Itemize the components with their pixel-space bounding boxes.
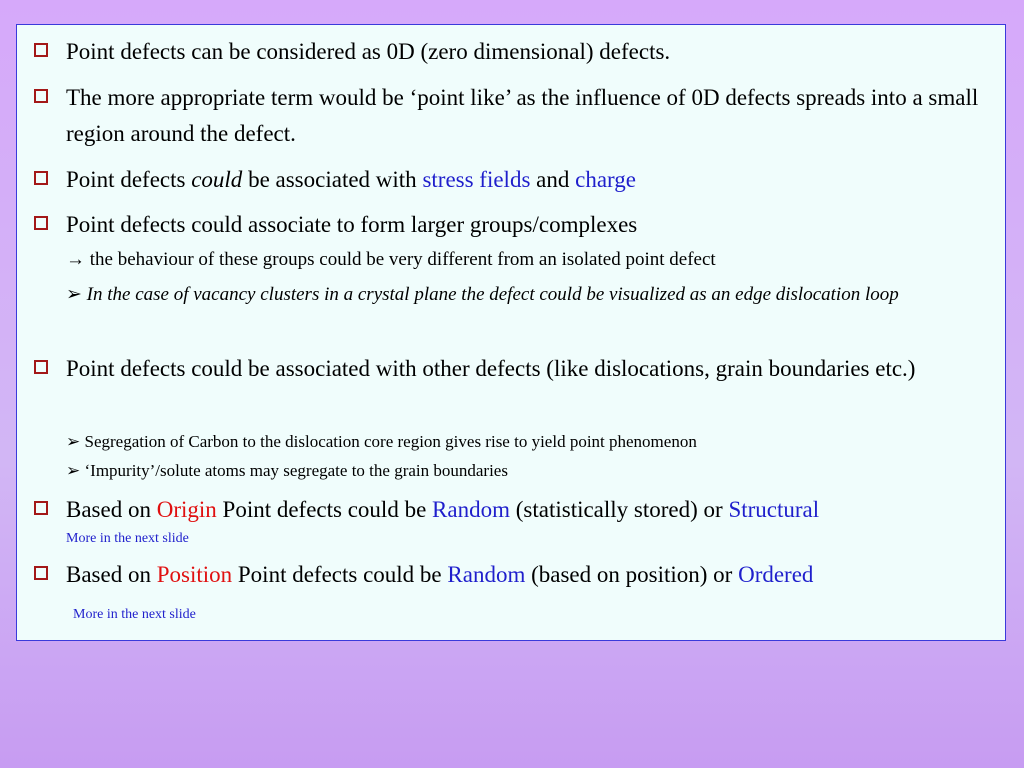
more-link-origin[interactable]: More in the next slide bbox=[66, 531, 189, 546]
sub-impurity: ➢ ‘Impurity’/solute atoms may segregate to the grain boundaries bbox=[66, 461, 508, 480]
checkbox-bullet-icon bbox=[34, 566, 48, 580]
checkbox-bullet-icon bbox=[34, 216, 48, 230]
bullet-position: Based on Position Point defects could be Random (based on position) or Ordered bbox=[34, 557, 994, 593]
checkbox-bullet-icon bbox=[34, 89, 48, 103]
sub-vacancy-clusters: ➢ In the case of vacancy clusters in a crystal plane the defect could be visualized as an edge dislocation loop bbox=[66, 284, 899, 305]
bullet-stress-fields: Point defects could be associated with stress fields and charge bbox=[34, 162, 994, 198]
bullet-complexes: Point defects could associate to form larger groups/complexes bbox=[34, 207, 994, 243]
checkbox-bullet-icon bbox=[34, 43, 48, 57]
checkbox-bullet-icon bbox=[34, 171, 48, 185]
checkbox-bullet-icon bbox=[34, 360, 48, 374]
bullet-other-defects: Point defects could be associated with other defects (like dislocations, grain boundaries etc.) bbox=[34, 351, 994, 387]
sub-behaviour: → the behaviour of these groups could be very different from an isolated point defect bbox=[66, 249, 716, 270]
bullet-zero-dimensional: Point defects can be considered as 0D (zero dimensional) defects. bbox=[34, 34, 994, 70]
bullet-point-like: The more appropriate term would be ‘point like’ as the influence of 0D defects spreads into a small region around the defect. bbox=[34, 80, 994, 152]
sub-segregation-carbon: ➢ Segregation of Carbon to the dislocation core region gives rise to yield point phenomenon bbox=[66, 432, 697, 451]
checkbox-bullet-icon bbox=[34, 501, 48, 515]
arrow-bullet-icon: ➢ bbox=[66, 284, 82, 305]
bullet-origin: Based on Origin Point defects could be Random (statistically stored) or Structural bbox=[34, 492, 994, 528]
more-link-position[interactable]: More in the next slide bbox=[73, 607, 196, 622]
